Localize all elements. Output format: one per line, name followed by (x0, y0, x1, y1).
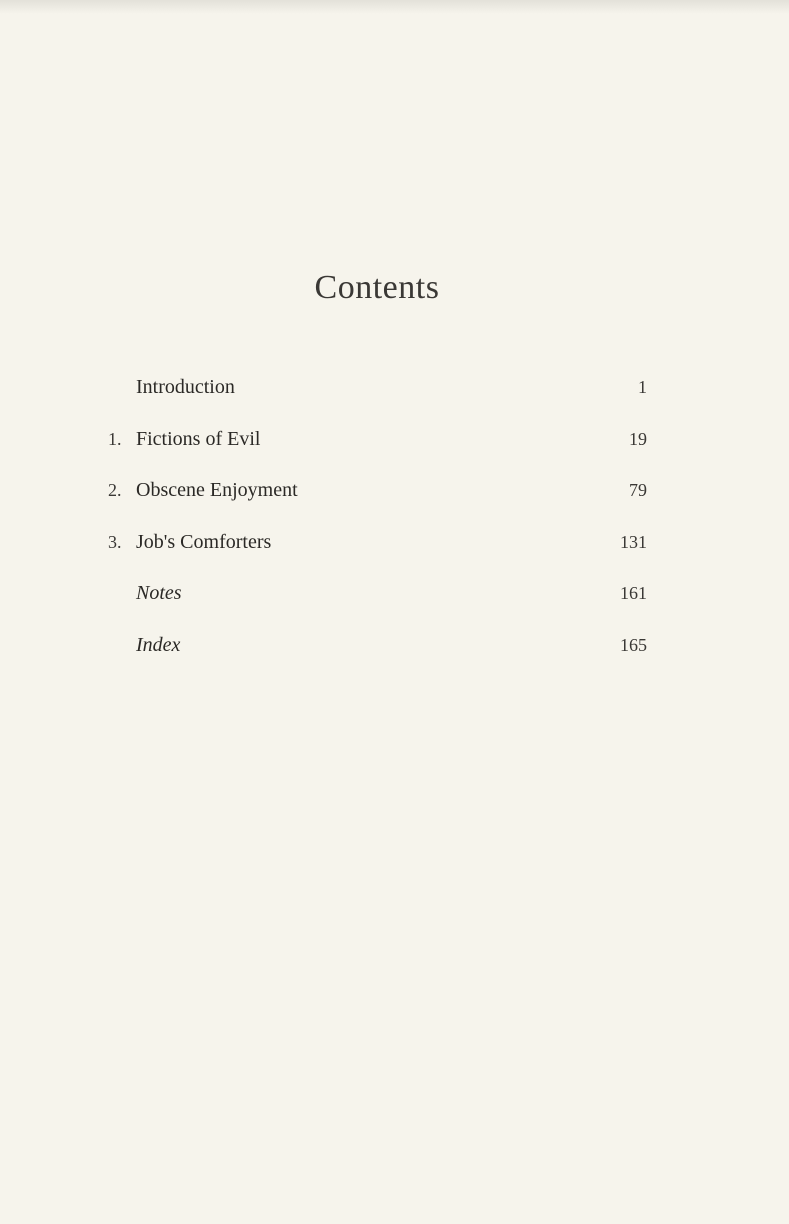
toc-entry-chapter-2 (0, 470, 789, 522)
toc-entry-number: 1. (108, 428, 122, 449)
toc-entry-notes (0, 573, 789, 625)
page-edge-shadow (0, 0, 789, 14)
toc-entry-number: 2. (108, 480, 122, 500)
toc-entry-page: 165 (620, 634, 647, 655)
table-of-contents (0, 367, 789, 676)
toc-entry-chapter-3 (0, 522, 789, 574)
toc-entry-number: 3. (108, 531, 122, 552)
toc-entry-title: Job's Comforters (136, 530, 272, 553)
contents-heading: Contents (314, 268, 440, 306)
toc-entry-page: 161 (620, 583, 647, 603)
toc-entry-title: Obscene Enjoyment (136, 479, 298, 501)
toc-entry-title: Fictions of Evil (136, 427, 261, 450)
toc-entry-chapter-1 (0, 419, 789, 471)
toc-entry-introduction (0, 367, 789, 419)
toc-entry-title: Index (136, 633, 181, 656)
toc-entry-index (0, 625, 789, 677)
toc-entry-page: 79 (629, 480, 647, 500)
toc-entry-page: 1 (638, 377, 647, 397)
toc-entry-page: 19 (629, 428, 647, 449)
toc-entry-page: 131 (620, 531, 647, 552)
toc-entry-title: Notes (136, 582, 182, 604)
toc-entry-title: Introduction (136, 376, 235, 398)
